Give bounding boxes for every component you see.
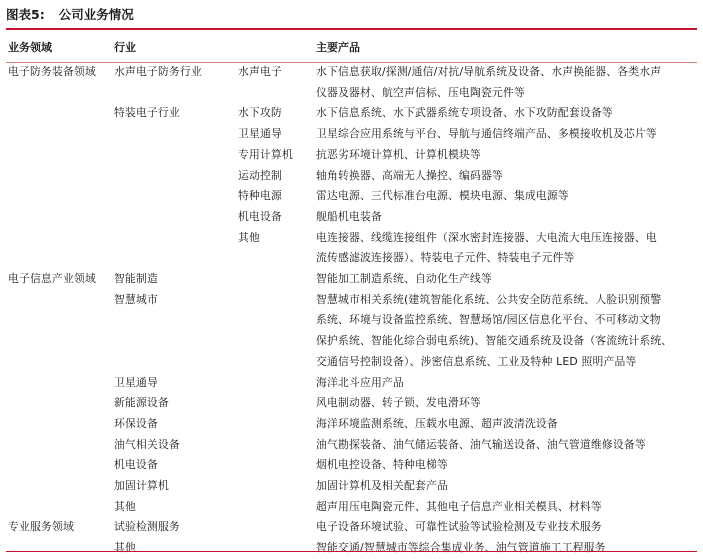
row-products: 流传感滤波连接器）、特装电子元件、特装电子元件等 bbox=[316, 251, 575, 265]
row-subcategory: 水声电子 bbox=[238, 65, 282, 78]
row-industry: 智能制造 bbox=[114, 272, 158, 285]
row-domain: 专业服务领域 bbox=[8, 520, 74, 534]
row-products: 水下信息获取/探测/通信/对抗/导航系统及设备、水声换能器、各类水声 bbox=[316, 65, 662, 78]
top-rule bbox=[6, 28, 697, 30]
row-domain: 电子信息产业领域 bbox=[8, 272, 96, 285]
row-industry: 机电设备 bbox=[114, 458, 158, 472]
header-industry: 行业 bbox=[114, 41, 136, 54]
row-industry: 水声电子防务行业 bbox=[114, 65, 202, 78]
row-products: 风电制动器、转子锁、发电滑环等 bbox=[316, 396, 481, 410]
row-products: 抗恶劣环境计算机、计算机模块等 bbox=[316, 147, 481, 161]
row-products: 舰船机电装备 bbox=[316, 209, 382, 223]
row-products: 电子设备环境试验、可靠性试验等试验检测及专业技术服务 bbox=[316, 520, 602, 534]
row-products: 卫星综合应用系统与平台、导航与通信终端产品、多模接收机及芯片等 bbox=[316, 127, 657, 141]
header-domain: 业务领域 bbox=[8, 41, 52, 54]
row-industry: 智慧城市 bbox=[114, 292, 158, 306]
row-industry: 特装电子行业 bbox=[114, 106, 180, 120]
row-products: 保护系统、智能化综合弱电系统)、智能交通系统及设备（客流统计系统、 bbox=[316, 334, 673, 348]
row-products: 海洋环境监测系统、压载水电源、超声波清洗设备 bbox=[316, 416, 558, 430]
row-products: 智能交通/智慧城市等综合集成业务、油气管道施工工程服务 bbox=[316, 541, 606, 555]
row-products: 加固计算机及相关配套产品 bbox=[316, 479, 448, 492]
row-products: 系统、环境与设备监控系统、智慧场馆/园区信息化平台、不可移动文物 bbox=[316, 313, 661, 327]
figure-title: 公司业务情况 bbox=[58, 7, 134, 22]
row-products: 超声用压电陶瓷元件、其他电子信息产业相关模具、材料等 bbox=[316, 499, 602, 513]
row-subcategory: 专用计算机 bbox=[238, 147, 293, 161]
row-industry: 其他 bbox=[114, 541, 136, 555]
row-subcategory: 运动控制 bbox=[238, 168, 282, 182]
row-products: 智能加工制造系统、自动化生产线等 bbox=[316, 272, 492, 285]
row-subcategory: 卫星通导 bbox=[238, 127, 282, 141]
row-industry: 油气相关设备 bbox=[114, 437, 180, 451]
row-industry: 环保设备 bbox=[114, 416, 158, 430]
row-industry: 其他 bbox=[114, 499, 136, 513]
row-products: 电连接器、线缆连接组件（深水密封连接器、大电流大电压连接器、电 bbox=[316, 230, 657, 244]
row-products: 雷达电源、三代标准台电源、模块电源、集成电源等 bbox=[316, 189, 569, 203]
row-products: 交通信号控制设备）、涉密信息系统、工业及特种 LED 照明产品等 bbox=[316, 354, 637, 368]
figure-number: 图表5: bbox=[6, 7, 45, 22]
row-products: 油气勘探装备、油气储运装备、油气输送设备、油气管道维修设备等 bbox=[316, 437, 646, 451]
row-products: 轴角转换器、高端无人操控、编码器等 bbox=[316, 168, 503, 182]
row-industry: 卫星通导 bbox=[114, 375, 158, 389]
row-products: 水下信息系统、水下武器系统专项设备、水下攻防配套设备等 bbox=[316, 106, 613, 120]
row-subcategory: 水下攻防 bbox=[238, 106, 282, 120]
row-products: 海洋北斗应用产品 bbox=[316, 375, 404, 389]
row-subcategory: 其他 bbox=[238, 230, 260, 244]
row-industry: 新能源设备 bbox=[114, 396, 169, 410]
figure-caption bbox=[6, 4, 134, 26]
row-industry: 试验检测服务 bbox=[114, 520, 180, 534]
row-subcategory: 机电设备 bbox=[238, 209, 282, 223]
row-products: 智慧城市相关系统(建筑智能化系统、公共安全防范系统、人脸识别预警 bbox=[316, 292, 662, 306]
header-products: 主要产品 bbox=[316, 41, 360, 54]
bottom-rule bbox=[6, 551, 697, 552]
row-industry: 加固计算机 bbox=[114, 479, 169, 492]
row-subcategory: 特种电源 bbox=[238, 189, 282, 203]
row-domain: 电子防务装备领域 bbox=[8, 65, 96, 78]
row-products: 烟机电控设备、特种电梯等 bbox=[316, 458, 448, 472]
row-products: 仪器及器材、航空声信标、压电陶瓷元件等 bbox=[316, 85, 525, 99]
